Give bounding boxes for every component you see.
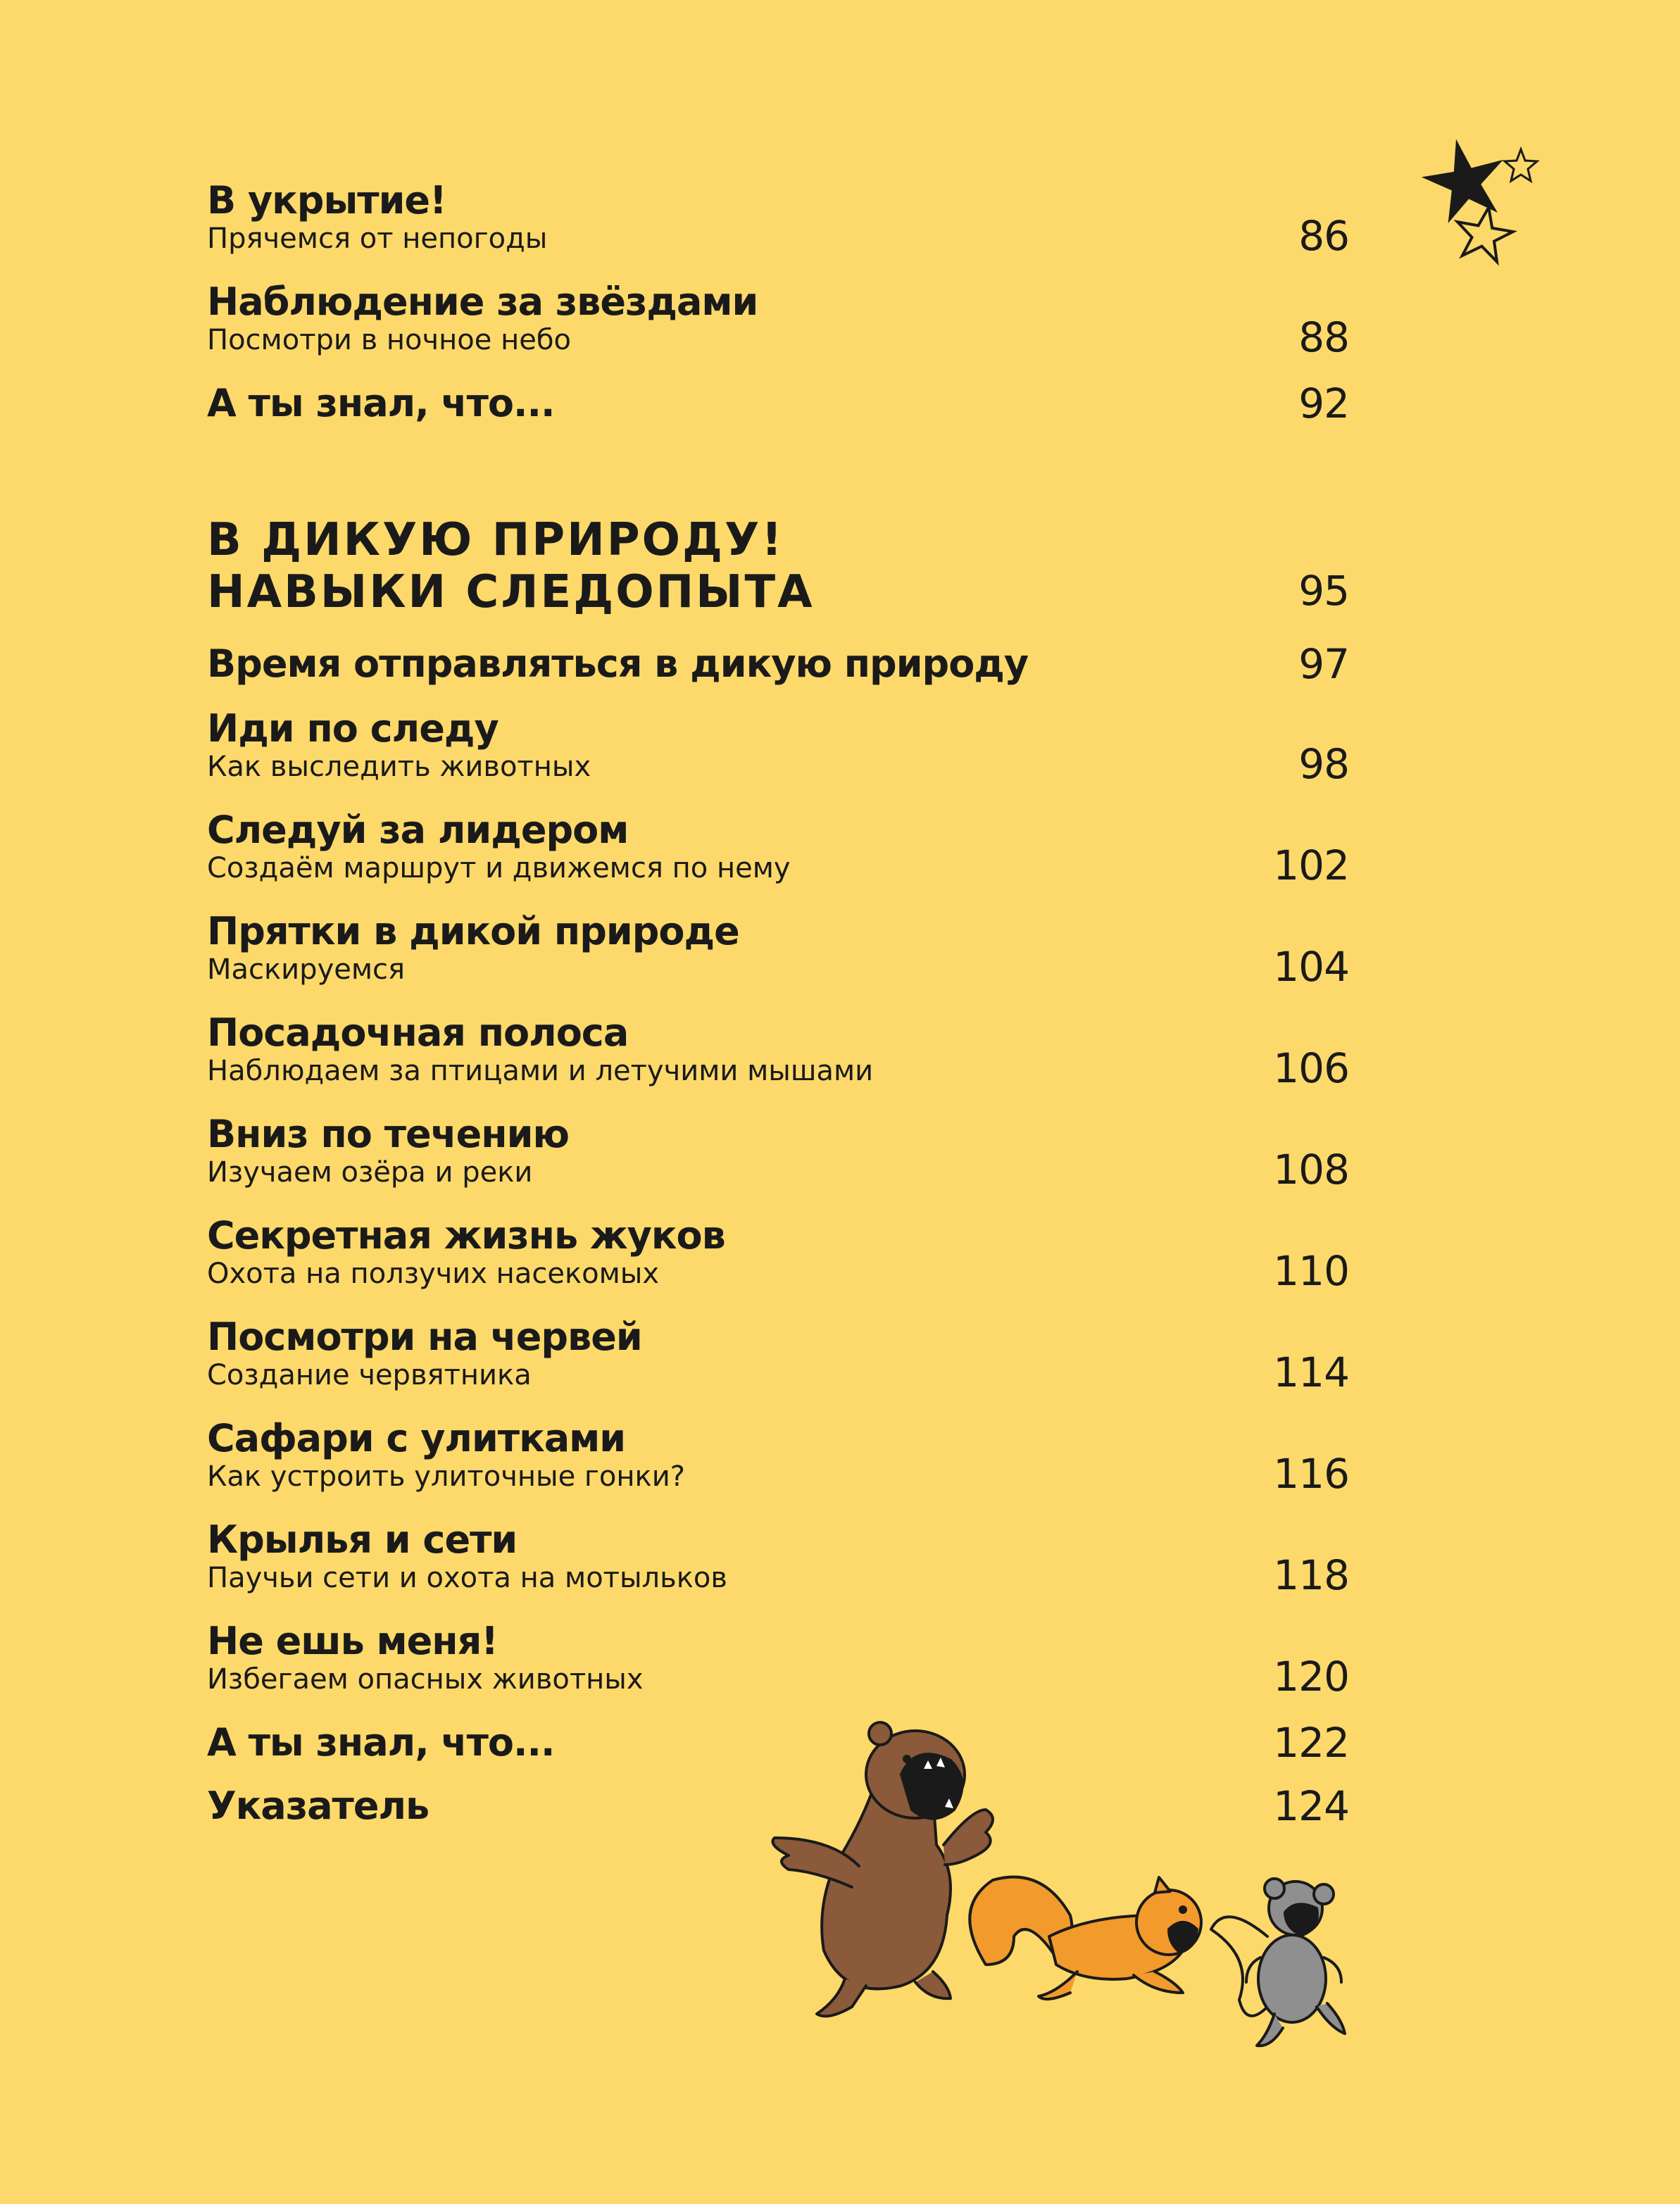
entry-subtitle: Как выследить животных [207,751,591,783]
entry-title: Иди по следу [207,706,499,751]
entry-subtitle: Прячемся от непогоды [207,223,548,255]
entry-subtitle: Как устроить улиточные гонки? [207,1460,685,1493]
entry-title: Посмотри на червей [207,1315,642,1359]
toc-entry [207,706,1349,788]
entry-title: А ты знал, что... [207,381,555,425]
section-title-line1: В ДИКУЮ ПРИРОДУ! [207,514,784,566]
entry-title: Секретная жизнь жуков [207,1213,725,1258]
entry-page-number: 108 [1273,1146,1349,1194]
entry-page-number: 97 [1298,640,1349,688]
entry-page-number: 86 [1298,212,1349,260]
toc-entry [207,909,1349,991]
entry-title: Прятки в дикой природе [207,909,739,953]
section-heading [207,514,1349,618]
entry-title: Следуй за лидером [207,808,629,852]
entry-title: Время отправляться в дикую природу [207,641,1029,686]
section-page-number: 95 [1298,567,1349,615]
entry-title: Сафари с улитками [207,1416,626,1460]
squirrel-icon [970,1877,1201,1999]
entry-title: А ты знал, что... [207,1720,555,1765]
entry-title: Указатель [207,1784,430,1828]
bear-icon [773,1722,993,2016]
entry-subtitle: Наблюдаем за птицами и летучими мышами [207,1055,874,1087]
entry-subtitle: Паучьи сети и охота на мотыльков [207,1562,727,1594]
toc-entry [207,178,1349,260]
entry-title: Вниз по течению [207,1112,569,1156]
entry-page-number: 110 [1273,1247,1349,1295]
entry-title: Не ешь меня! [207,1619,498,1663]
bear-squirrel-mouse-illustration [760,1704,1436,2070]
entry-subtitle: Охота на ползучих насекомых [207,1258,660,1290]
toc-entry [207,1213,1349,1295]
entry-page-number: 106 [1273,1044,1349,1092]
star-icons [1408,134,1549,275]
entry-subtitle: Избегаем опасных животных [207,1663,644,1696]
toc-entry [207,1010,1349,1092]
entry-subtitle: Изучаем озёра и реки [207,1156,533,1189]
entry-page-number: 118 [1273,1551,1349,1599]
entry-page-number: 124 [1273,1782,1349,1830]
star-outline-icon [1505,149,1537,181]
entry-subtitle: Маскируемся [207,953,406,986]
entry-title: В укрытие! [207,178,446,223]
section-title-line2: НАВЫКИ СЛЕДОПЫТА [207,566,815,618]
entry-subtitle: Создание червятника [207,1359,532,1391]
toc-entry [207,280,1349,361]
toc-entry [207,642,1349,686]
star-outline-icon [1452,203,1517,264]
entry-title: Наблюдение за звёздами [207,280,758,324]
star-icon [1418,134,1511,224]
toc-entry [207,1315,1349,1396]
entry-page-number: 88 [1298,313,1349,361]
entry-page-number: 98 [1298,740,1349,788]
entry-page-number: 102 [1273,841,1349,889]
entry-page-number: 114 [1273,1348,1349,1396]
entry-page-number: 122 [1273,1719,1349,1767]
entry-subtitle: Создаём маршрут и движемся по нему [207,852,791,884]
toc-entry [207,382,1349,425]
toc-entry [207,1112,1349,1194]
entry-page-number: 120 [1273,1653,1349,1701]
toc-entry [207,1619,1349,1701]
entry-title: Крылья и сети [207,1517,518,1562]
entry-subtitle: Посмотри в ночное небо [207,324,571,356]
entry-title: Посадочная полоса [207,1010,629,1055]
entry-page-number: 116 [1273,1450,1349,1498]
mouse-icon [1211,1879,1345,2046]
toc-entry [207,808,1349,889]
toc-entry [207,1416,1349,1498]
entry-page-number: 104 [1273,943,1349,991]
toc-entry [207,1517,1349,1599]
entry-page-number: 92 [1298,380,1349,427]
